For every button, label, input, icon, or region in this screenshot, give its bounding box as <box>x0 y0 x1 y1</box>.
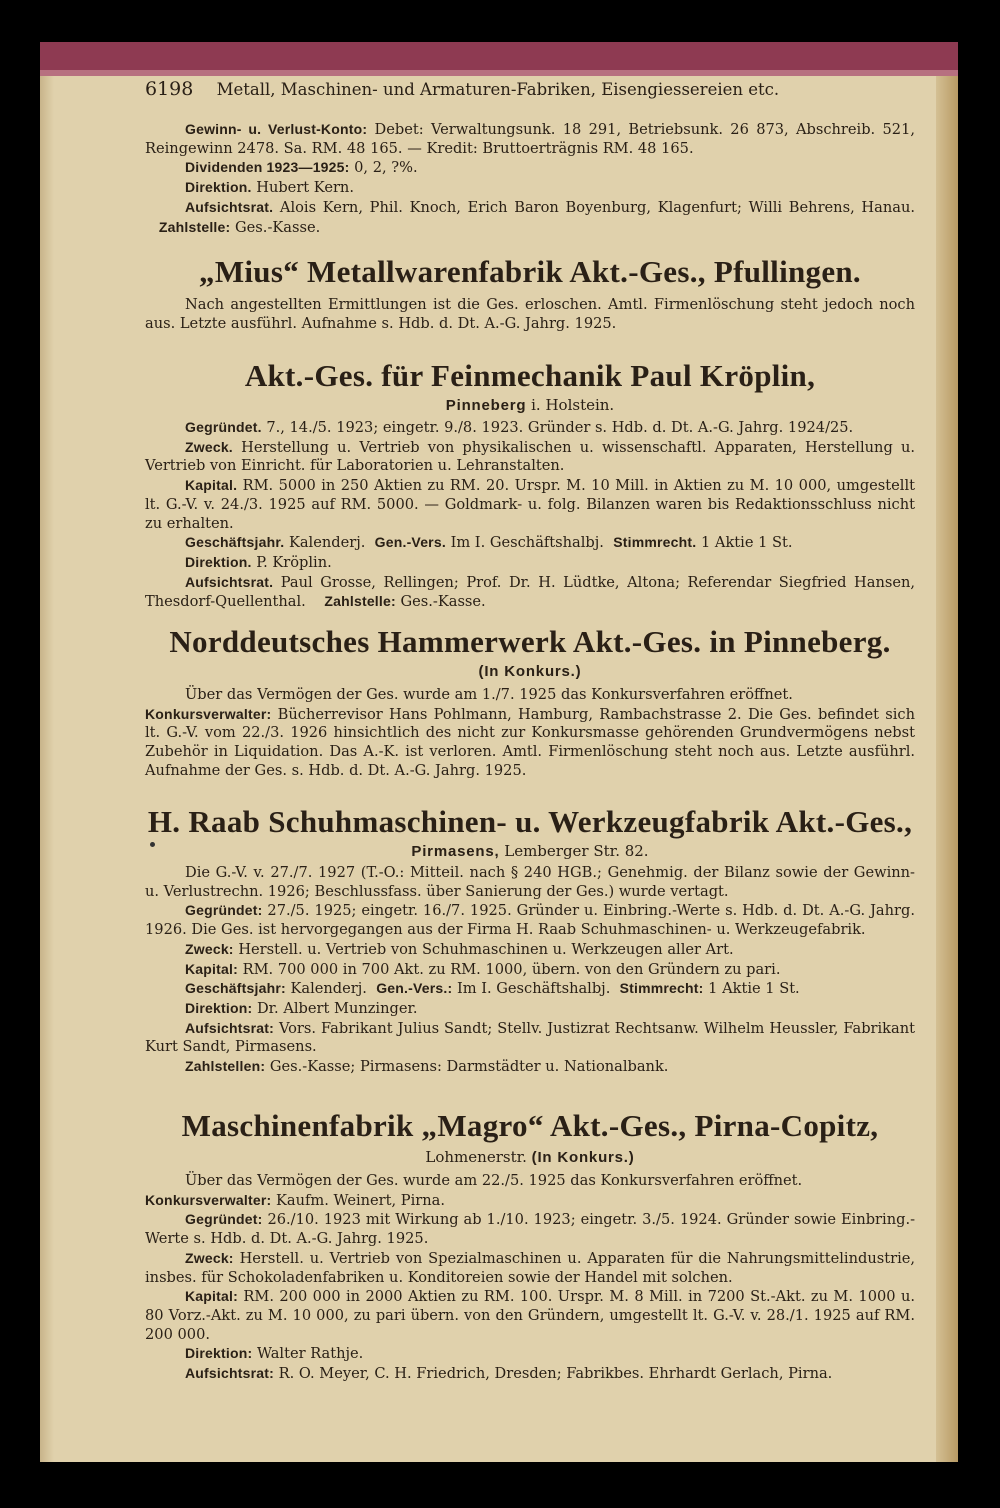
book-spine-edge <box>40 42 958 70</box>
raab-aufsichtsrat: Aufsichtsrat: Vors. Fabrikant Julius Sandt; Stellv. Justizrat Rechtsanw. Wilhelm Heussler, Fabrikant Kurt Sandt, Pirmasens. <box>145 1019 915 1056</box>
magro-intro: Über das Vermögen der Ges. wurde am 22./5. 1925 das Konkursverfahren eröffnet. <box>185 1172 803 1189</box>
magro-title: Maschinenfabrik „Magro“ Akt.-Ges., Pirna-Copitz, <box>181 1108 879 1143</box>
magro-konkursverwalter: Konkursverwalter: Kaufm. Weinert, Pirna. <box>145 1191 445 1209</box>
entry-mius <box>145 296 915 333</box>
mius-title: „Mius“ Metallwarenfabrik Akt.-Ges., Pfullingen. <box>199 254 861 289</box>
magro-kapital: Kapital: RM. 200 000 in 2000 Aktien zu RM. 100. Urspr. M. 8 Mill. in 7200 St.-Akt. zu M. 1000 u. 80 Vorz.-Akt. zu M. 10 000, zu pari übern. von den Gründern, umgestellt lt. G.-V. v. 28./1. 1925 auf RM. 200 000. <box>145 1288 916 1343</box>
kroeplin-direktion: Direktion. P. Kröplin. <box>185 553 332 571</box>
raab-zahlstellen: Zahlstellen: Ges.-Kasse; Pirmasens: Darmstädter u. Nationalbank. <box>185 1058 669 1076</box>
norddeutsch-intro: Über das Vermögen der Ges. wurde am 1./7. 1925 das Konkursverfahren eröffnet. <box>185 686 793 703</box>
norddeutsch-konkursverwalter: Konkursverwalter: Bücherrevisor Hans Pohlmann, Hamburg, Rambachstrasse 2. Die Ges. befindet sich lt. G.-V. vom 22./3. 1926 hinsichtlich des nicht zur Konkursmasse gehörenden Grundvermögens nebst Zubehör in Liquidation. Das A.-K. ist verloren. Amtl. Firmenlöschung steht noch aus. Letzte ausführl. Aufnahme der Ges. s. Hdb. d. Dt. A.-G. Jahrg. 1925. <box>145 705 915 779</box>
magro-zweck: Zweck: Herstell. u. Vertrieb von Spezialmaschinen u. Apparaten für die Nahrungsmittelindustrie, insbes. für Schokoladenfabriken u. Konditoreien sowie der Handel mit solchen. <box>145 1249 916 1286</box>
page-edge-shadow <box>936 76 958 1462</box>
kern-direktion: Direktion. Hubert Kern. <box>185 179 354 197</box>
page-number: 6198 <box>145 78 194 100</box>
kroeplin-aufsichtsrat: Aufsichtsrat. Paul Grosse, Rellingen; Prof. Dr. H. Lüdtke, Altona; Referendar Siegfried Hansen, Thesdorf-Quellenthal. Zahlstelle: Ges.-Kasse. <box>145 573 916 611</box>
norddeutsch-title: Norddeutsches Hammerwerk Akt.-Ges. in Pinneberg. <box>169 624 891 659</box>
entry-magro <box>145 1172 915 1384</box>
entry-raab <box>145 864 915 1077</box>
raab-gegruendet: Gegründet: 27./5. 1925; eingetr. 16./7. 1925. Gründer u. Einbring.-Werte s. Hdb. d. Dt. A.-G. Jahrg. 1926. Die Ges. ist hervorgegangen aus der Firma H. Raab Schuhmaschinen- u. Werkzeugefabrik. <box>145 902 915 939</box>
raab-title: H. Raab Schuhmaschinen- u. Werkzeugfabrik Akt.-Ges., <box>147 804 913 839</box>
entry-kroeplin <box>145 418 915 612</box>
raab-location: Pirmasens, Lemberger Str. 82. <box>411 842 649 860</box>
raab-zweck: Zweck: Herstell. u. Vertrieb von Schuhmaschinen u. Werkzeugen aller Art. <box>185 940 734 958</box>
kroeplin-location: Pinneberg i. Holstein. <box>445 396 615 414</box>
kern-aufsichtsrat: Aufsichtsrat. Alois Kern, Phil. Knoch, Erich Baron Boyenburg, Klagenfurt; Willi Behrens, Hanau. Zahlstelle: Ges.-Kasse. <box>158 198 915 236</box>
magro-aufsichtsrat: Aufsichtsrat: R. O. Meyer, C. H. Friedrich, Dresden; Fabrikbes. Ehrhardt Gerlach, Pirna. <box>185 1365 833 1383</box>
kern-guv: Gewinn- u. Verlust-Konto: Debet: Verwaltungsunk. 18 291, Betriebsunk. 26 873, Abschreib. 521, Reingewinn 2478. Sa. RM. 48 165. — Kredit: Bruttoerträgnis RM. 48 165. <box>145 121 915 157</box>
raab-intro: Die G.-V. v. 27./7. 1927 (T.-O.: Mitteil. nach § 240 HGB.; Genehmig. der Bilanz sowie der Gewinn- u. Verlustrechn. 1926; Beschlussfass. über Sanierung der Ges.) wurde vertagt. <box>145 864 915 900</box>
entry-norddeutsch <box>145 686 915 781</box>
page-header <box>145 78 779 100</box>
kroeplin-title: Akt.-Ges. für Feinmechanik Paul Kröplin, <box>244 358 816 393</box>
page-gutter-shadow <box>40 76 54 1462</box>
kroeplin-gegruendet: Gegründet. 7., 14./5. 1923; eingetr. 9./8. 1923. Gründer s. Hdb. d. Dt. A.-G. Jahrg. 1924/25. <box>185 419 854 436</box>
magro-location: Lohmenerstr. (In Konkurs.) <box>425 1148 635 1166</box>
kroeplin-geschaeftsjahr: Geschäftsjahr. Kalenderj. Gen.-Vers. Im I. Geschäftshalbj. Stimmrecht. 1 Aktie 1 St. <box>185 534 793 552</box>
page <box>40 76 958 1462</box>
kern-dividenden: Dividenden 1923—1925: 0, 2, ?%. <box>185 159 418 177</box>
raab-geschaeftsjahr: Geschäftsjahr: Kalenderj. Gen.-Vers.: Im I. Geschäftshalbj. Stimmrecht: 1 Aktie 1 St. <box>185 980 800 998</box>
norddeutsch-status: (In Konkurs.) <box>478 663 582 680</box>
mius-text: Nach angestellten Ermittlungen ist die Ges. erloschen. Amtl. Firmenlöschung steht jedoch noch aus. Letzte ausführl. Aufnahme s. Hdb. d. Dt. A.-G. Jahrg. 1925. <box>145 296 915 332</box>
running-title: Metall, Maschinen- und Armaturen-Fabriken, Eisengiessereien etc. <box>216 80 780 99</box>
kroeplin-zweck: Zweck. Herstellung u. Vertrieb von physikalischen u. wissenschaftl. Apparaten, Herstellung u. Vertrieb von Einricht. für Laboratorien u. Lehranstalten. <box>145 438 916 475</box>
raab-kapital: Kapital: RM. 700 000 in 700 Akt. zu RM. 1000, übern. von den Gründern zu pari. <box>185 960 781 978</box>
magro-direktion: Direktion: Walter Rathje. <box>185 1345 364 1363</box>
magro-gegruendet: Gegründet: 26./10. 1923 mit Wirkung ab 1./10. 1923; eingetr. 3./5. 1924. Gründer sowie Einbring.-Werte s. Hdb. d. Dt. A.-G. Jahrg. 1925. <box>145 1211 916 1248</box>
entry-kern <box>145 120 915 237</box>
raab-direktion: Direktion: Dr. Albert Munzinger. <box>185 999 418 1017</box>
kroeplin-kapital: Kapital. RM. 5000 in 250 Aktien zu RM. 20. Urspr. M. 10 Mill. in Aktien zu M. 10 000, umgestellt lt. G.-V. v. 24./3. 1925 auf RM. 5000. — Goldmark- u. folg. Bilanzen waren bis Redaktionsschluss nicht zu erhalten. <box>145 477 916 532</box>
